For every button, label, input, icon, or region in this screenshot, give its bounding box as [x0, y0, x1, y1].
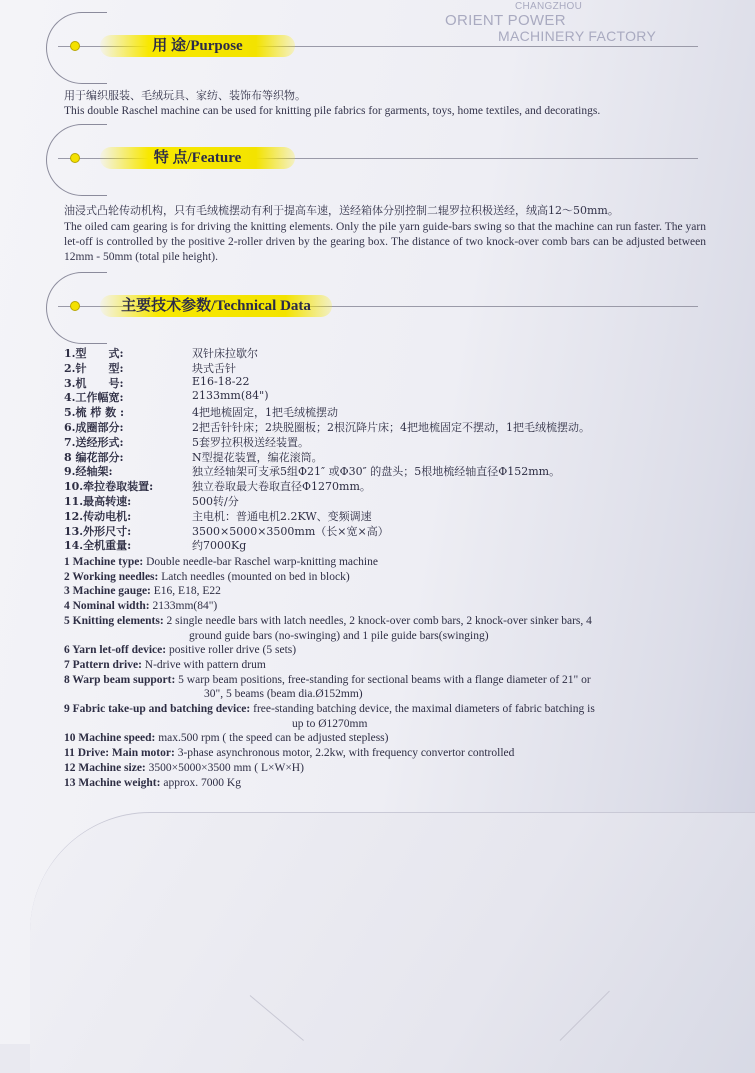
spec-label-en: 9 Fabric take-up and batching device: — [64, 703, 251, 716]
purpose-heading: 用 途/Purpose — [100, 35, 295, 57]
spec-row-en — [64, 673, 704, 702]
spec-row-en — [64, 570, 704, 585]
brand-city: CHANGZHOU — [515, 1, 583, 12]
feature-heading: 特 点/Feature — [100, 147, 295, 169]
spec-row-cn — [64, 508, 704, 523]
spec-row-cn — [64, 345, 704, 360]
spec-value-en-continued: up to Ø1270mm — [292, 717, 368, 730]
spec-value-cn: 约7000Kg — [192, 539, 247, 553]
spec-value-cn: 5套罗拉积极送经装置。 — [192, 435, 309, 449]
spec-value-en: 3500×5000×3500 mm ( L×W×H) — [148, 761, 304, 774]
spec-value-en: positive roller drive (5 sets) — [168, 644, 297, 657]
spec-row-cn — [64, 434, 704, 449]
purpose-text-cn: 用于编织服装、毛绒玩具、家纺、装饰布等织物。 — [64, 89, 306, 102]
spec-row-en — [64, 761, 704, 776]
lower-folder-panel — [30, 812, 755, 1073]
spec-label-cn: 4.工作幅宽: — [64, 391, 124, 405]
spec-value-en: 2 single needle bars with latch needles, 2 knock-over comb bars, 2 knock-over sinker bars, 4 — [166, 614, 592, 627]
technical-data-cn-list — [64, 345, 704, 552]
spec-value-en: 5 warp beam positions, free-standing for sectional beams with a flange diameter of 21" or — [178, 673, 591, 686]
spec-label-en: 4 Nominal width: — [64, 600, 150, 613]
spec-label-en: 11 Drive: Main motor: — [64, 747, 175, 760]
spec-row-en — [64, 643, 704, 658]
spec-label-cn: 9.经轴架: — [64, 465, 113, 479]
spec-row-cn — [64, 493, 704, 508]
spec-label-en: 1 Machine type: — [64, 556, 144, 568]
spec-value-en: N-drive with pattern drum — [144, 658, 266, 671]
spec-row-cn — [64, 537, 704, 552]
spec-label-cn: 7.送经形式: — [64, 435, 124, 449]
spec-row-cn — [64, 478, 704, 493]
spec-value-cn: 块式舌针 — [192, 361, 236, 375]
feature-text-cn: 油浸式凸轮传动机构，只有毛绒梳摆动有利于提高车速，送经箱体分别控制二辊罗拉积极送经，绒高12～50mm。 — [64, 204, 619, 217]
spec-value-cn: 3500×5000×3500mm（长×宽×高） — [192, 524, 389, 538]
spec-row-cn — [64, 463, 704, 478]
spec-value-en: max.500 rpm ( the speed can be adjusted stepless) — [158, 732, 389, 745]
spec-label-cn: 13.外形尺寸: — [64, 524, 132, 538]
spec-row-en — [64, 599, 704, 614]
spec-value-cn: E16-18-22 — [192, 374, 250, 388]
bullet-dot-icon — [70, 301, 80, 311]
spec-label-cn: 12.传动电机: — [64, 509, 132, 523]
spec-value-en: 3-phase asynchronous motor, 2.2kw, with frequency convertor controlled — [177, 747, 515, 760]
spec-row-en — [64, 776, 704, 791]
spec-value-en-continued: ground guide bars (no-swinging) and 1 pile guide bars(swinging) — [189, 629, 489, 642]
spec-row-en — [64, 658, 704, 673]
spec-value-en: Latch needles (mounted on bed in block) — [161, 570, 350, 583]
spec-label-cn: 2.针 型: — [64, 361, 124, 375]
spec-label-en: 13 Machine weight: — [64, 776, 161, 789]
spec-row-en — [64, 746, 704, 761]
spec-value-en-continued: 30", 5 beams (beam dia.Ø152mm) — [204, 688, 363, 701]
spec-value-cn: 独立卷取最大卷取直径Φ1270mm。 — [192, 480, 371, 494]
spec-value-cn: 双针床拉歇尔 — [192, 347, 258, 360]
spec-row-en — [64, 555, 704, 570]
spec-value-cn: 2把舌针针床；2块脱圈板；2根沉降片床；4把地梳固定不摆动，1把毛绒梳摆动。 — [192, 420, 590, 434]
spec-label-cn: 5.梳 栉 数 : — [64, 406, 125, 420]
feature-section-header — [40, 124, 710, 184]
spec-label-en: 5 Knitting elements: — [64, 614, 164, 627]
spec-row-cn — [64, 419, 704, 434]
technical-data-en-list — [64, 555, 704, 790]
spec-row-en — [64, 731, 704, 746]
spec-value-cn: 500转/分 — [192, 494, 239, 508]
brand-name-line1: ORIENT POWER — [445, 12, 566, 29]
spec-label-cn: 1.型 式: — [64, 347, 124, 360]
spec-label-cn: 8 编花部分: — [64, 450, 124, 464]
spec-row-en — [64, 584, 704, 599]
technical-section-header — [40, 272, 710, 332]
spec-row-en — [64, 702, 704, 731]
spec-value-en: E16, E18, E22 — [153, 585, 221, 598]
spec-value-en: approx. 7000 Kg — [163, 776, 241, 789]
spec-label-cn: 11.最高转速: — [64, 494, 132, 508]
spec-value-cn: 独立经轴架可支承5组Φ21″ 或Φ30″ 的盘头；5根地梳经轴直径Φ152mm。 — [192, 465, 561, 479]
feature-text-en: The oiled cam gearing is for driving the knitting elements. Only the pile yarn guide-bars swing so that the machine can run faster. The yarn let-off is controlled by the positive 2-roller driven by the gearing box. The distance of two knock-over comb bars can be adjusted between 12mm - 50mm (total pile height). — [64, 221, 706, 263]
spec-value-en: free-standing batching device, the maximal diameters of fabric batching is — [253, 703, 595, 716]
spec-row-en — [64, 614, 704, 643]
spec-value-cn: 主电机：普通电机2.2KW、变频调速 — [192, 509, 372, 523]
spec-row-cn — [64, 360, 704, 375]
brand-name-line2: MACHINERY FACTORY — [498, 28, 657, 44]
spec-row-cn — [64, 375, 704, 390]
spec-value-en: Double needle-bar Raschel warp-knitting machine — [146, 556, 378, 568]
purpose-section-header — [40, 12, 710, 72]
spec-label-en: 3 Machine gauge: — [64, 585, 151, 598]
spec-row-cn — [64, 389, 704, 404]
spec-value-en: 2133mm(84") — [152, 600, 218, 613]
spec-value-cn: 4把地梳固定，1把毛绒梳摆动 — [192, 406, 338, 420]
spec-label-cn: 10.牵拉卷取装置: — [64, 480, 154, 494]
spec-label-en: 7 Pattern drive: — [64, 658, 142, 671]
technical-heading: 主要技术参数/Technical Data — [100, 295, 332, 317]
spec-label-en: 8 Warp beam support: — [64, 673, 176, 686]
spec-label-en: 12 Machine size: — [64, 761, 146, 774]
bullet-dot-icon — [70, 41, 80, 51]
spec-label-en: 10 Machine speed: — [64, 732, 156, 745]
purpose-text-en: This double Raschel machine can be used for knitting pile fabrics for garments, toys, home textiles, and decoratings. — [64, 105, 601, 117]
spec-label-cn: 6.成圈部分: — [64, 420, 124, 434]
spec-label-cn: 3.机 号: — [64, 376, 124, 390]
spec-label-en: 2 Working needles: — [64, 570, 159, 583]
spec-row-cn — [64, 404, 704, 419]
spec-value-cn: 2133mm(84") — [192, 389, 269, 403]
spec-value-cn: N型提花装置，编花滚筒。 — [192, 450, 323, 464]
spec-label-cn: 14.全机重量: — [64, 539, 132, 553]
spec-row-cn — [64, 449, 704, 464]
spec-row-cn — [64, 523, 704, 538]
bullet-dot-icon — [70, 153, 80, 163]
spec-label-en: 6 Yarn let-off device: — [64, 644, 167, 657]
